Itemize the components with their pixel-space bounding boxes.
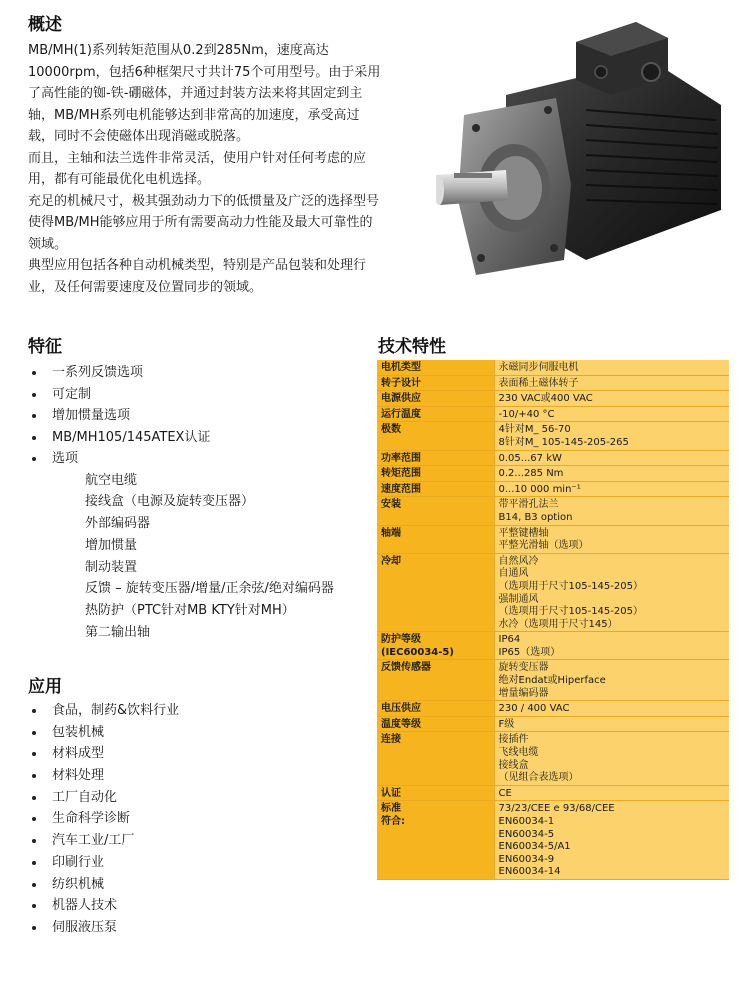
- spec-value-line: 接线盒: [498, 759, 529, 771]
- spec-row: [377, 497, 729, 525]
- spec-key-line: 防护等级: [381, 634, 421, 646]
- spec-row: [377, 701, 729, 717]
- spec-row: [377, 481, 729, 497]
- spec-table-body: [377, 360, 729, 879]
- spec-value-line: 接插件: [498, 734, 529, 746]
- bullet-icon: [32, 774, 36, 778]
- spec-value-line: EN60034-5/A1: [498, 841, 571, 853]
- spec-key: [377, 375, 494, 391]
- spec-value-line: EN60034-9: [498, 853, 555, 865]
- spec-key: [377, 701, 494, 717]
- overview-text: [28, 40, 383, 298]
- option-item: 外部编码器: [85, 516, 151, 532]
- list-item: 可定制: [28, 384, 368, 406]
- spec-value-line: （选项用于尺寸105-145-205）: [498, 606, 643, 618]
- spec-key-line: (IEC60034-5): [381, 646, 454, 658]
- bullet-icon: [32, 904, 36, 908]
- spec-value-line: -10/+40 °C: [498, 408, 555, 420]
- spec-row: [377, 660, 729, 701]
- list-item: MB/MH105/145ATEX认证: [28, 427, 368, 449]
- list-item: 材料处理: [28, 765, 368, 787]
- spec-value-line: EN60034-14: [498, 866, 561, 878]
- list-item: 印刷行业: [28, 852, 368, 874]
- spec-key-line: 安装: [381, 499, 401, 511]
- spec-value-line: 飞线电缆: [498, 747, 539, 759]
- spec-value-line: 4针对M_ 56-70: [498, 424, 571, 436]
- overview-paragraph: MB/MH(1)系列转矩范围从0.2到285Nm，速度高达10000rpm，包括6种框架尺寸共计75个可用型号。由于采用了高性能的铷-铁-硼磁体，并通过封装方法来将其固定到主轴，MB/MH系列电机能够达到非常高的加速度，承受高过载，同时不会使磁体出现消磁或脱落。: [28, 43, 381, 144]
- spec-value: [494, 801, 729, 880]
- spec-value: [494, 406, 729, 422]
- spec-key-line: 冷却: [381, 555, 401, 567]
- spec-row: [377, 406, 729, 422]
- list-item: 工厂自动化: [28, 787, 368, 809]
- spec-key: [377, 360, 494, 375]
- spec-key: [377, 466, 494, 482]
- spec-value: [494, 525, 729, 553]
- option-item: 接线盒（电源及旋转变压器）: [85, 494, 255, 510]
- spec-value-line: EN60034-5: [498, 828, 555, 840]
- features-title: 特征: [28, 337, 62, 357]
- spec-key-line: 极数: [381, 424, 401, 436]
- spec-value: [494, 466, 729, 482]
- spec-key-line: 功率范围: [381, 452, 421, 464]
- spec-value: [494, 553, 729, 632]
- bullet-icon: [32, 926, 36, 930]
- spec-key-line: 连接: [381, 734, 401, 746]
- spec-value-line: 230 / 400 VAC: [498, 703, 570, 715]
- spec-value-line: 平整光滑轴（选项）: [498, 540, 589, 552]
- bullet-icon: [32, 436, 36, 440]
- list-item: 食品，制药&饮料行业: [28, 700, 368, 722]
- spec-key-line: 电源供应: [381, 393, 421, 405]
- features-list: [28, 362, 368, 644]
- list-item: 机器人技术: [28, 895, 368, 917]
- spec-value-line: 带平滑孔法兰: [498, 499, 559, 511]
- spec-row: [377, 360, 729, 375]
- option-item: 反馈 – 旋转变压器/增量/正余弦/绝对编码器: [85, 581, 334, 597]
- spec-value-line: 表面稀土磁体转子: [498, 377, 579, 389]
- spec-value-line: B14, B3 option: [498, 511, 573, 523]
- spec-value-line: IP64: [498, 634, 521, 646]
- list-item: 增加惯量选项: [28, 405, 368, 427]
- spec-value-line: F级: [498, 718, 515, 730]
- spec-value-line: 230 VAC或400 VAC: [498, 393, 593, 405]
- spec-row: [377, 525, 729, 553]
- spec-key-line: 转矩范围: [381, 468, 421, 480]
- spec-key-line: 反馈传感器: [381, 662, 431, 674]
- bullet-icon: [32, 457, 36, 461]
- option-item: 增加惯量: [85, 537, 138, 553]
- servo-motor-image: [436, 10, 736, 285]
- spec-key: [377, 406, 494, 422]
- spec-value-line: 自通风: [498, 568, 529, 580]
- overview-paragraph: 典型应用包括各种自动机械类型，特别是产品包装和处理行业，及任何需要速度及位置同步的领域。: [28, 258, 367, 295]
- spec-value-line: 旋转变压器: [498, 662, 549, 674]
- spec-value-line: 自然风冷: [498, 555, 539, 567]
- spec-row: [377, 553, 729, 632]
- spec-key-line: 符合:: [381, 816, 405, 827]
- option-item: 第二输出轴: [85, 625, 151, 641]
- overview-paragraph: 充足的机械尺寸，极其强劲动力下的低惯量及广泛的选择型号使得MB/MH能够应用于所有需要高动力性能及最大可靠性的领域。: [28, 193, 380, 252]
- spec-key-line: 轴端: [381, 527, 401, 539]
- option-item: 热防护（PTC针对MB KTY针对MH）: [85, 603, 295, 619]
- spec-value: [494, 660, 729, 701]
- spec-value: [494, 701, 729, 717]
- bullet-icon: [32, 796, 36, 800]
- spec-value: [494, 360, 729, 375]
- spec-key: [377, 553, 494, 632]
- option-item: 制动装置: [85, 559, 138, 575]
- spec-value-line: 73/23/CEE e 93/68/CEE: [498, 803, 615, 815]
- spec-row: [377, 716, 729, 732]
- list-item: 选项: [28, 448, 368, 470]
- spec-key: [377, 422, 494, 450]
- bullet-icon: [32, 861, 36, 865]
- list-item: 汽车工业/工厂: [28, 830, 368, 852]
- spec-row: [377, 466, 729, 482]
- bullet-icon: [32, 371, 36, 375]
- bullet-icon: [32, 817, 36, 821]
- spec-key: [377, 497, 494, 525]
- spec-value-line: 强制通风: [498, 593, 539, 605]
- spec-row: [377, 375, 729, 391]
- spec-key-line: 运行温度: [381, 408, 421, 420]
- list-item: 生命科学诊断: [28, 808, 368, 830]
- spec-key-line: 温度等级: [381, 718, 421, 730]
- spec-value: [494, 785, 729, 801]
- spec-value: [494, 481, 729, 497]
- tech-specs-title: 技术特性: [378, 337, 446, 357]
- bullet-icon: [32, 839, 36, 843]
- spec-value: [494, 391, 729, 407]
- spec-key: [377, 391, 494, 407]
- spec-key-line: 电机类型: [381, 362, 421, 373]
- overview-title: 概述: [28, 15, 62, 35]
- spec-value-line: （选项用于尺寸105-145-205）: [498, 580, 643, 592]
- list-item: 伺服液压泵: [28, 917, 368, 939]
- list-item: 一系列反馈选项: [28, 362, 368, 384]
- bullet-icon: [32, 709, 36, 713]
- bullet-icon: [32, 752, 36, 756]
- spec-row: [377, 732, 729, 785]
- spec-key: [377, 660, 494, 701]
- spec-value-line: 增量编码器: [498, 687, 549, 699]
- spec-value-line: 永磁同步伺服电机: [498, 362, 579, 373]
- list-item: 包装机械: [28, 722, 368, 744]
- spec-key: [377, 785, 494, 801]
- spec-key: [377, 481, 494, 497]
- spec-value-line: 平整键槽轴: [498, 527, 549, 539]
- spec-value-line: 绝对Endat或Hiperface: [498, 675, 606, 687]
- option-item: 航空电缆: [85, 472, 138, 488]
- spec-value-line: 水冷（选项用于尺寸145）: [498, 618, 618, 630]
- overview-paragraph: 而且，主轴和法兰选件非常灵活，使用户针对任何考虑的应用，都有可能最优化电机选择。: [28, 150, 367, 187]
- spec-row: [377, 801, 729, 880]
- applications-list: [28, 700, 368, 939]
- spec-value: [494, 375, 729, 391]
- spec-key: [377, 632, 494, 660]
- spec-key: [377, 525, 494, 553]
- applications-title: 应用: [28, 677, 62, 697]
- spec-key-line: 速度范围: [381, 483, 421, 495]
- spec-value-line: CE: [498, 787, 512, 799]
- spec-key-line: 电压供应: [381, 703, 421, 715]
- spec-key: [377, 801, 494, 880]
- bullet-icon: [32, 414, 36, 418]
- spec-value: [494, 450, 729, 466]
- spec-key-line: 标准: [381, 803, 401, 815]
- spec-value: [494, 732, 729, 785]
- spec-key: [377, 450, 494, 466]
- spec-value-line: 0.05...67 kW: [498, 452, 562, 464]
- spec-key-line: 转子设计: [381, 377, 421, 389]
- spec-row: [377, 391, 729, 407]
- spec-value: [494, 497, 729, 525]
- spec-value-line: （见组合表选项）: [498, 772, 579, 784]
- bullet-icon: [32, 731, 36, 735]
- spec-value-line: EN60034-1: [498, 816, 555, 827]
- spec-key: [377, 732, 494, 785]
- spec-value-line: 0.2...285 Nm: [498, 468, 564, 480]
- bullet-icon: [32, 883, 36, 887]
- spec-row: [377, 450, 729, 466]
- spec-value-line: 8针对M_ 105-145-205-265: [498, 436, 629, 448]
- spec-key-line: 认证: [381, 787, 401, 799]
- spec-key: [377, 716, 494, 732]
- spec-value: [494, 422, 729, 450]
- spec-row: [377, 632, 729, 660]
- spec-value: [494, 716, 729, 732]
- spec-row: [377, 785, 729, 801]
- spec-value-line: 0...10 000 min⁻¹: [498, 483, 581, 495]
- list-item: 材料成型: [28, 743, 368, 765]
- bullet-icon: [32, 393, 36, 397]
- spec-table: [377, 360, 729, 880]
- list-item: 纺织机械: [28, 874, 368, 896]
- spec-row: [377, 422, 729, 450]
- spec-value: [494, 632, 729, 660]
- spec-value-line: IP65（选项）: [498, 646, 561, 658]
